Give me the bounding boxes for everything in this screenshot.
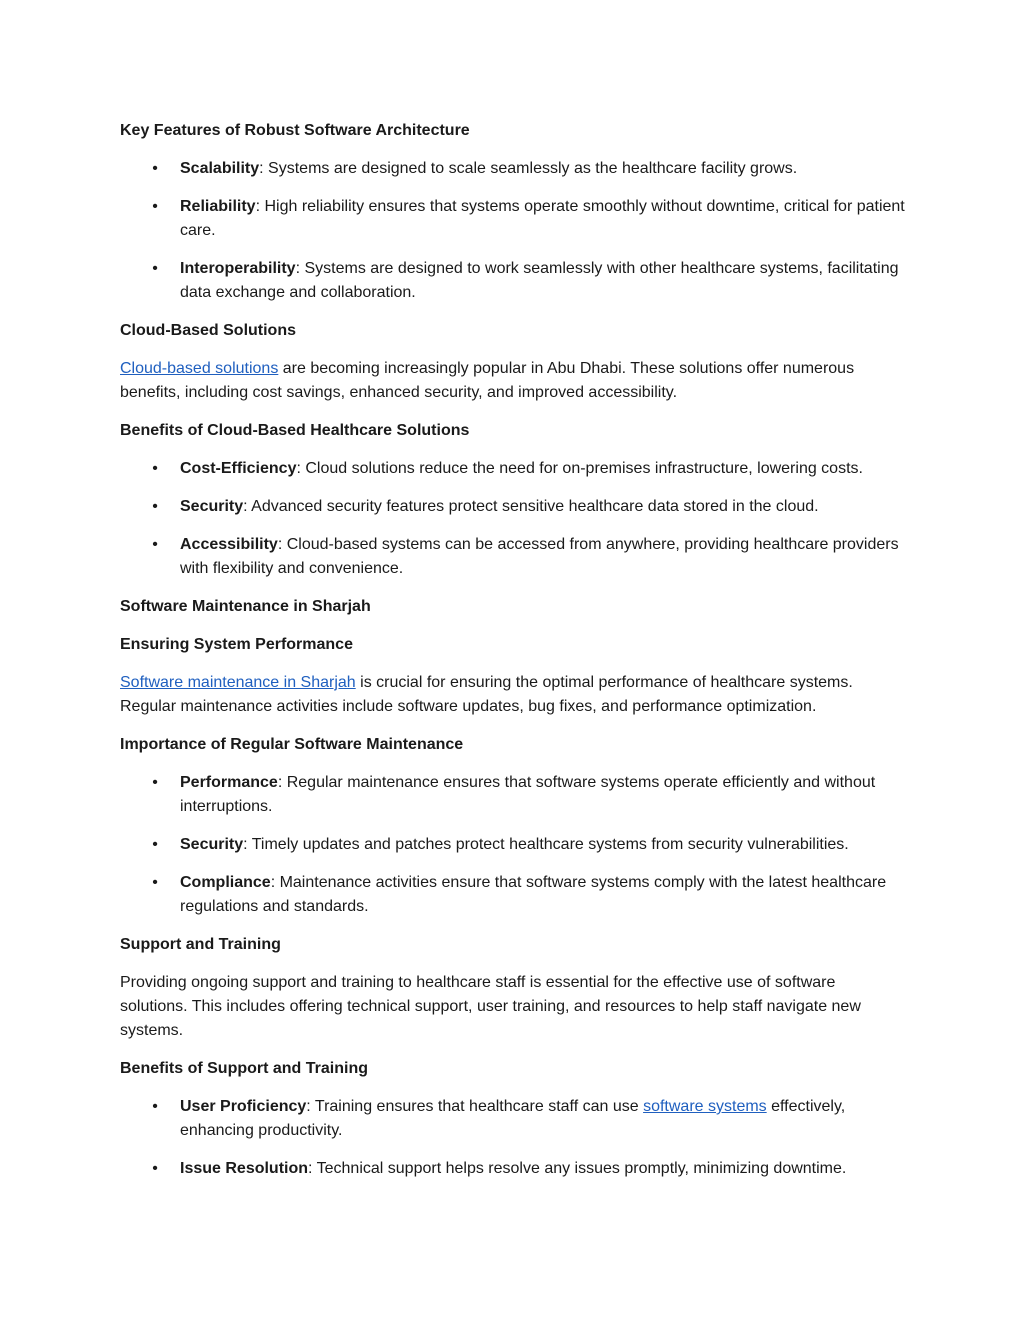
bullet-icon: • — [152, 498, 158, 515]
bullet-icon: • — [152, 836, 158, 853]
list-item — [120, 495, 905, 519]
maintenance-paragraph — [120, 671, 905, 719]
software-systems-link[interactable]: software systems — [643, 1098, 767, 1115]
list-item — [120, 1095, 905, 1143]
support-benefits-heading: Benefits of Support and Training — [120, 1060, 368, 1077]
key-features-heading: Key Features of Robust Software Architecture — [120, 122, 470, 139]
item-text: effectively, enhancing productivity. — [180, 1098, 846, 1139]
bullet-icon: • — [152, 874, 158, 891]
key-features-list — [120, 157, 905, 305]
cloud-benefits-heading: Benefits of Cloud-Based Healthcare Solutions — [120, 422, 470, 439]
item-text: : Systems are designed to scale seamlessly as the healthcare facility grows. — [259, 160, 798, 177]
bullet-icon: • — [152, 198, 158, 215]
list-item — [120, 871, 905, 919]
cloud-benefits-list — [120, 457, 905, 581]
list-item — [120, 195, 905, 243]
item-text: : Cloud solutions reduce the need for on-premises infrastructure, lowering costs. — [296, 460, 863, 477]
bullet-icon: • — [152, 260, 158, 277]
item-text: : High reliability ensures that systems operate smoothly without downtime, critical for patient care. — [180, 198, 905, 239]
item-text: : Regular maintenance ensures that software systems operate efficiently and without interruptions. — [180, 774, 876, 815]
bullet-icon: • — [152, 460, 158, 477]
item-term: Reliability — [180, 198, 256, 215]
bullet-icon: • — [152, 1098, 158, 1115]
item-term: Accessibility — [180, 536, 278, 553]
cloud-paragraph-text: are becoming increasingly popular in Abu Dhabi. These solutions offer numerous benefits, including cost savings, enhanced security, and improved accessibility. — [120, 360, 855, 401]
cloud-heading: Cloud-Based Solutions — [120, 322, 296, 339]
document-page — [120, 119, 905, 1195]
bullet-icon: • — [152, 536, 158, 553]
item-text: : Training ensures that healthcare staff can use — [306, 1098, 644, 1115]
item-term: Performance — [180, 774, 278, 791]
maintenance-heading: Software Maintenance in Sharjah — [120, 598, 371, 615]
maintenance-paragraph-text: is crucial for ensuring the optimal performance of healthcare systems. Regular maintenance activities include software updates, bug fixes, and performance optimization. — [120, 674, 853, 715]
support-benefits-list — [120, 1095, 905, 1181]
item-term: User Proficiency — [180, 1098, 307, 1115]
cloud-solutions-link[interactable]: Cloud-based solutions — [120, 360, 279, 377]
item-text: : Technical support helps resolve any issues promptly, minimizing downtime. — [308, 1160, 847, 1177]
item-text: : Advanced security features protect sensitive healthcare data stored in the cloud. — [243, 498, 819, 515]
bullet-icon: • — [152, 774, 158, 791]
item-term: Interoperability — [180, 260, 296, 277]
list-item — [120, 833, 905, 857]
list-item — [120, 457, 905, 481]
list-item — [120, 533, 905, 581]
list-item — [120, 157, 905, 181]
item-text: : Maintenance activities ensure that software systems comply with the latest healthcare regulations and standards. — [180, 874, 887, 915]
item-term: Security — [180, 498, 244, 515]
cloud-paragraph — [120, 357, 905, 405]
list-item — [120, 771, 905, 819]
support-heading: Support and Training — [120, 936, 281, 953]
item-text: : Timely updates and patches protect healthcare systems from security vulnerabilities. — [243, 836, 849, 853]
item-term: Scalability — [180, 160, 260, 177]
support-paragraph: Providing ongoing support and training to healthcare staff is essential for the effective use of software solutions. This includes offering technical support, user training, and resources to help staff navigate new systems. — [120, 974, 861, 1039]
item-text: : Systems are designed to work seamlessly with other healthcare systems, facilitating data exchange and collaboration. — [180, 260, 899, 301]
maintenance-importance-list — [120, 771, 905, 919]
item-term: Security — [180, 836, 244, 853]
maintenance-importance-heading: Importance of Regular Software Maintenance — [120, 736, 464, 753]
item-term: Cost-Efficiency — [180, 460, 297, 477]
item-text: : Cloud-based systems can be accessed from anywhere, providing healthcare providers with flexibility and convenience. — [180, 536, 899, 577]
list-item — [120, 257, 905, 305]
list-item — [120, 1157, 905, 1181]
item-term: Issue Resolution — [180, 1160, 309, 1177]
item-term: Compliance — [180, 874, 271, 891]
bullet-icon: • — [152, 160, 158, 177]
system-performance-heading: Ensuring System Performance — [120, 636, 353, 653]
software-maintenance-link[interactable]: Software maintenance in Sharjah — [120, 674, 356, 691]
bullet-icon: • — [152, 1160, 158, 1177]
